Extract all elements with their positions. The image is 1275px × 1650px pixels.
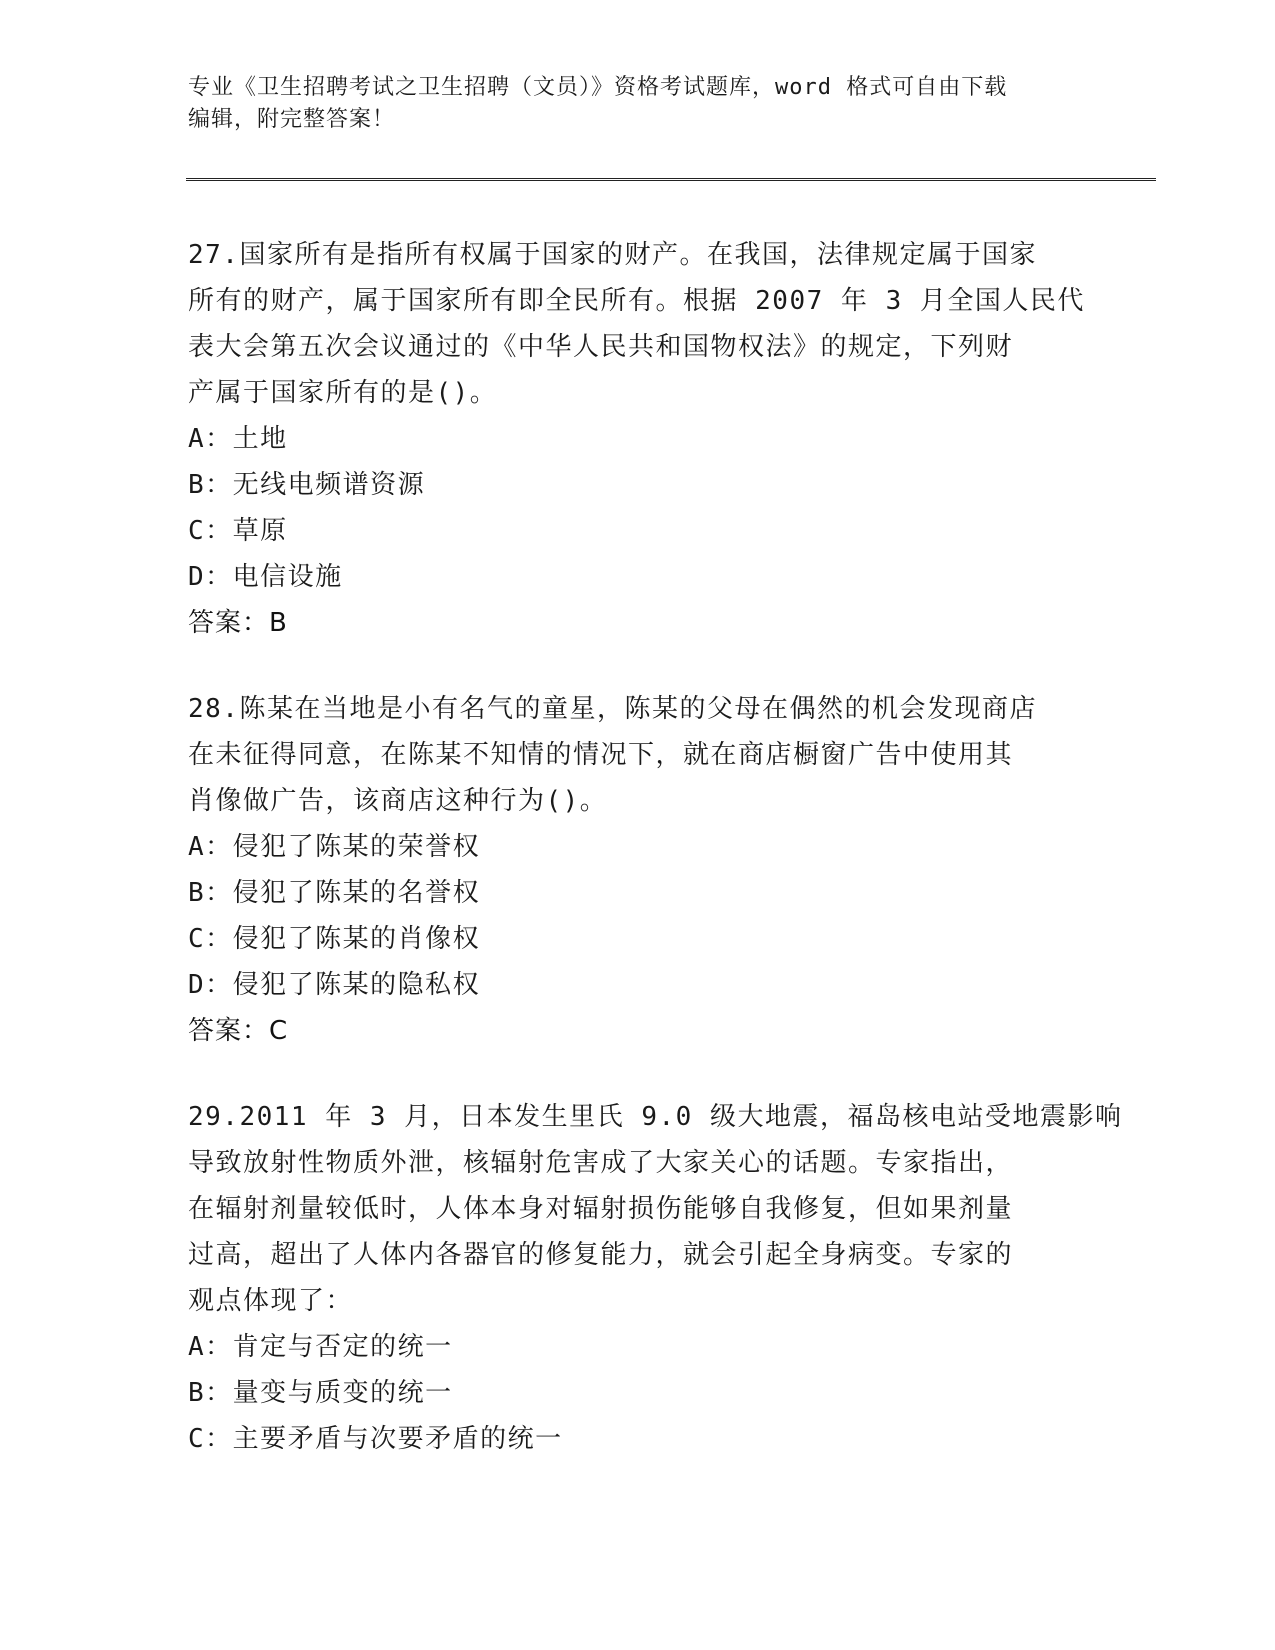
option-d: D：电信设施 xyxy=(188,562,343,592)
question-text-line: 28.陈某在当地是小有名气的童星，陈某的父母在偶然的机会发现商店 xyxy=(188,694,1037,724)
option-c: C：草原 xyxy=(188,516,288,546)
question-list xyxy=(188,232,1123,1502)
question-29 xyxy=(188,1094,1123,1462)
option-a: A：侵犯了陈某的荣誉权 xyxy=(188,832,481,862)
question-text-line: 表大会第五次会议通过的《中华人民共和国物权法》的规定，下列财 xyxy=(188,332,1014,362)
answer: 答案：B xyxy=(188,608,288,638)
question-text-line: 导致放射性物质外泄，核辐射危害成了大家关心的话题。专家指出， xyxy=(188,1148,1014,1178)
header-divider xyxy=(186,178,1156,181)
option-b: B：无线电频谱资源 xyxy=(188,470,426,500)
option-c: C：侵犯了陈某的肖像权 xyxy=(188,924,481,954)
question-text-line: 29.2011 年 3 月，日本发生里氏 9.0 级大地震，福岛核电站受地震影响 xyxy=(188,1102,1123,1132)
question-text-line: 在辐射剂量较低时，人体本身对辐射损伤能够自我修复，但如果剂量 xyxy=(188,1194,1014,1224)
question-28 xyxy=(188,686,1088,1054)
answer: 答案：C xyxy=(188,1016,289,1046)
question-text-line: 27.国家所有是指所有权属于国家的财产。在我国，法律规定属于国家 xyxy=(188,240,1037,270)
header-line-1: 专业《卫生招聘考试之卫生招聘（文员）》资格考试题库，word 格式可自由下载 xyxy=(188,75,1008,100)
option-c: C：主要矛盾与次要矛盾的统一 xyxy=(188,1424,563,1454)
question-text-line: 在未征得同意，在陈某不知情的情况下，就在商店橱窗广告中使用其 xyxy=(188,740,1014,770)
question-text-line: 产属于国家所有的是()。 xyxy=(188,378,498,408)
question-text-line: 过高，超出了人体内各器官的修复能力，就会引起全身病变。专家的 xyxy=(188,1240,1014,1270)
option-b: B：量变与质变的统一 xyxy=(188,1378,453,1408)
option-a: A：肯定与否定的统一 xyxy=(188,1332,453,1362)
question-text-line: 观点体现了： xyxy=(188,1286,354,1316)
question-27 xyxy=(188,232,1088,646)
document-header xyxy=(188,72,1088,136)
option-d: D：侵犯了陈某的隐私权 xyxy=(188,970,481,1000)
question-text-line: 肖像做广告，该商店这种行为()。 xyxy=(188,786,608,816)
option-a: A：土地 xyxy=(188,424,288,454)
question-text-line: 所有的财产，属于国家所有即全民所有。根据 2007 年 3 月全国人民代 xyxy=(188,286,1085,316)
header-line-2: 编辑，附完整答案！ xyxy=(188,107,396,132)
option-b: B：侵犯了陈某的名誉权 xyxy=(188,878,481,908)
